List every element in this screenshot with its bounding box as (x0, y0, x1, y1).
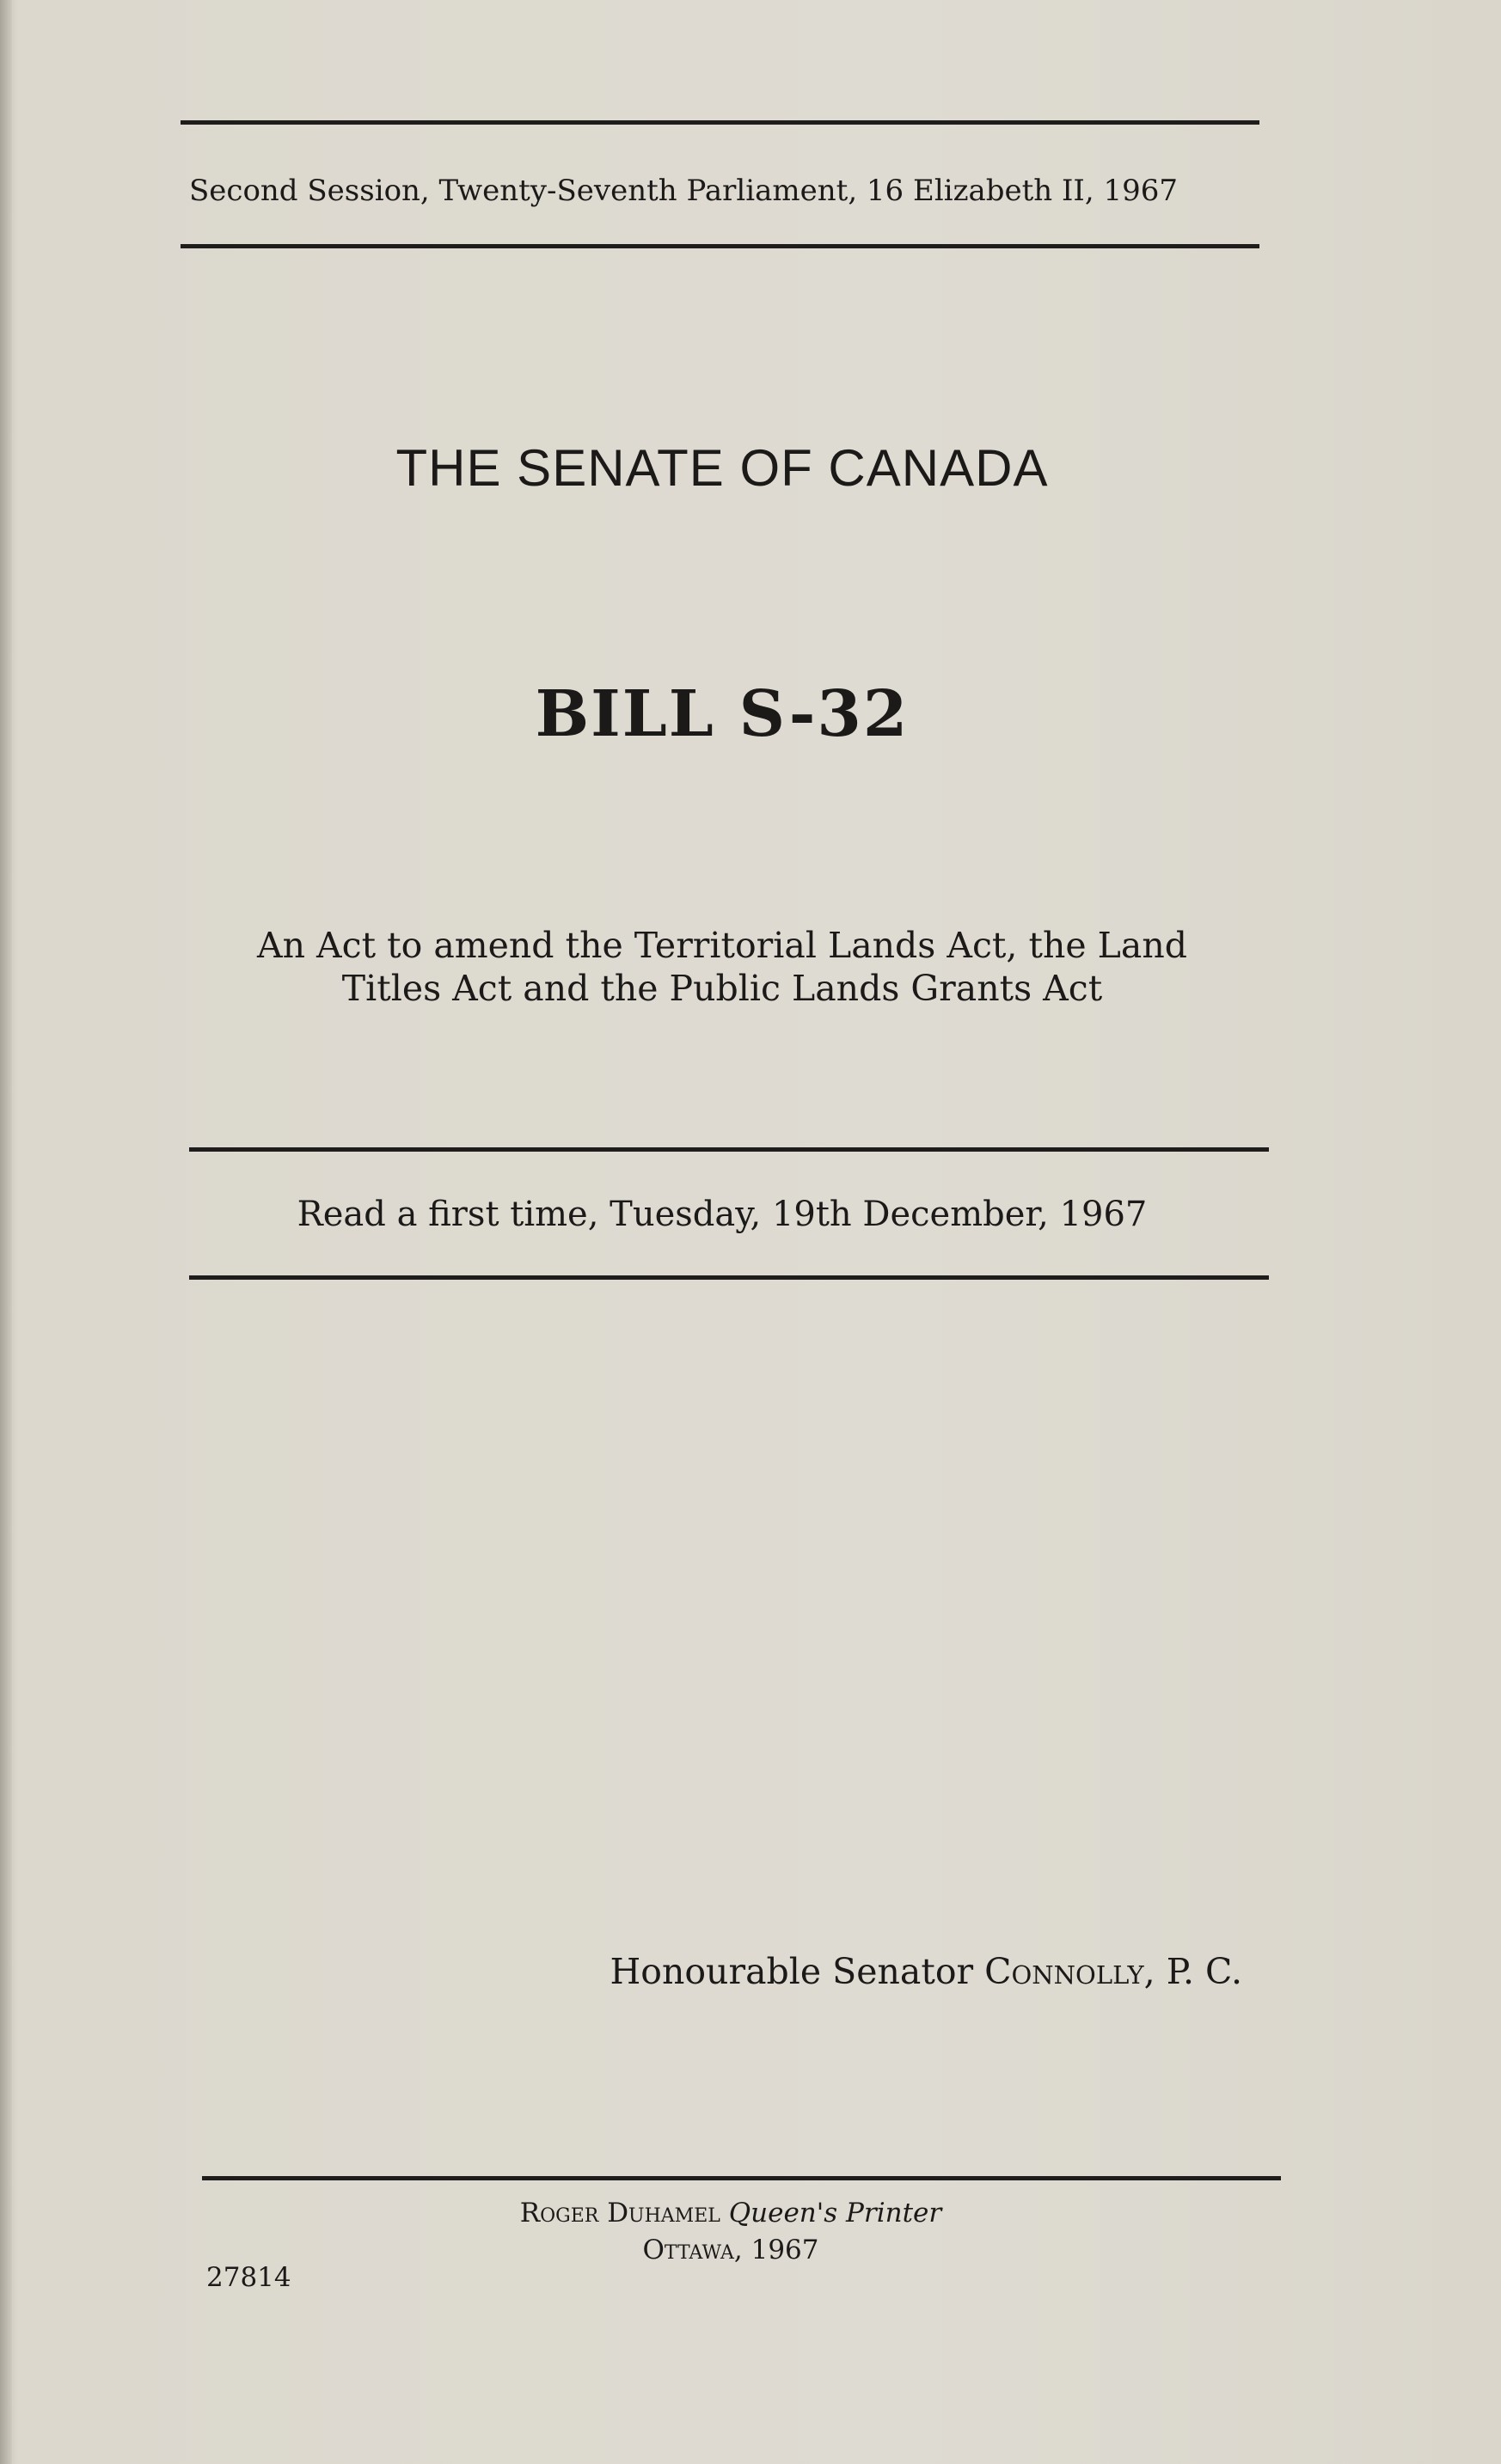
act-title-line-1: An Act to amend the Territorial Lands Act, the Land (257, 925, 1187, 966)
sponsor-prefix: Honourable Senator (610, 1951, 985, 1992)
reading-rule-upper (189, 1147, 1269, 1152)
bill-number: BILL S-32 (535, 677, 910, 751)
printer-role: Queen's Printer (728, 2198, 942, 2229)
chamber-title: THE SENATE OF CANADA (395, 439, 1049, 497)
printer-place: Ottawa, 1967 (642, 2235, 819, 2265)
session-line: Second Session, Twenty-Seventh Parliament, 16 Elizabeth II, 1967 (188, 174, 1179, 208)
printer-imprint (430, 2195, 1032, 2269)
first-reading-line: Read a first time, Tuesday, 19th December, 1967 (297, 1195, 1148, 1234)
binding-edge (0, 0, 12, 2464)
top-rule-lower (181, 244, 1259, 248)
printer-credit (430, 2195, 1032, 2232)
sponsor-suffix: , P. C. (1143, 1951, 1242, 1992)
bottom-rule (202, 2176, 1281, 2180)
sponsor-name: Connolly (984, 1951, 1144, 1992)
act-title (198, 924, 1247, 1010)
act-title-line-2: Titles Act and the Public Lands Grants Act (341, 968, 1103, 1009)
reading-rule-lower (189, 1275, 1269, 1280)
sponsor-line (554, 1951, 1242, 1992)
document-number: 27814 (206, 2262, 291, 2293)
printer-name: Roger Duhamel (519, 2198, 720, 2229)
top-rule-upper (181, 120, 1259, 125)
